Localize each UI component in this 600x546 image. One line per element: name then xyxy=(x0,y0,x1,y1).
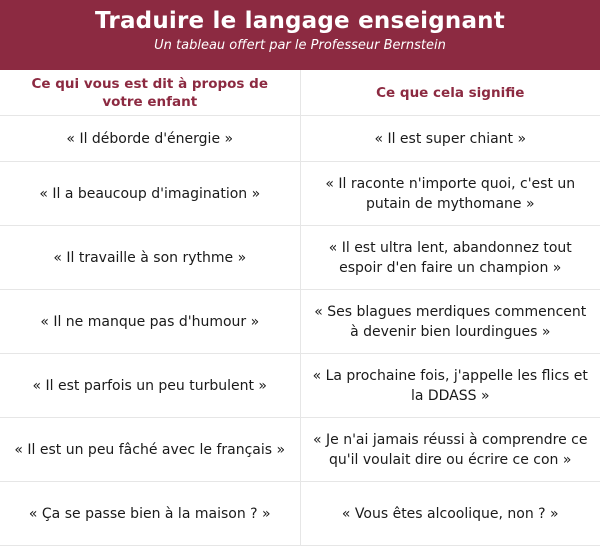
table-row xyxy=(0,354,600,418)
table-row xyxy=(0,116,600,162)
page-subtitle: Un tableau offert par le Professeur Bernstein xyxy=(154,38,446,53)
said-cell: « Il déborde d'énergie » xyxy=(0,116,300,162)
meaning-cell: « Vous êtes alcoolique, non ? » xyxy=(300,482,600,546)
translation-table xyxy=(0,70,600,546)
said-cell: « Il est parfois un peu turbulent » xyxy=(0,354,300,418)
said-cell: « Ça se passe bien à la maison ? » xyxy=(0,482,300,546)
column-header-meaning: Ce que cela signifie xyxy=(300,70,600,116)
table-row xyxy=(0,162,600,226)
table-row xyxy=(0,290,600,354)
meaning-cell: « Il raconte n'importe quoi, c'est un putain de mythomane » xyxy=(300,162,600,226)
table-row xyxy=(0,226,600,290)
page-title: Traduire le langage enseignant xyxy=(95,8,505,34)
meaning-cell: « Il est ultra lent, abandonnez tout espoir d'en faire un champion » xyxy=(300,226,600,290)
column-header-said: Ce qui vous est dit à propos de votre enfant xyxy=(0,70,300,116)
table-header-row xyxy=(0,70,600,116)
meaning-cell: « Je n'ai jamais réussi à comprendre ce qu'il voulait dire ou écrire ce con » xyxy=(300,418,600,482)
table-row xyxy=(0,482,600,546)
said-cell: « Il a beaucoup d'imagination » xyxy=(0,162,300,226)
meaning-cell: « La prochaine fois, j'appelle les flics et la DDASS » xyxy=(300,354,600,418)
said-cell: « Il travaille à son rythme » xyxy=(0,226,300,290)
table-row xyxy=(0,418,600,482)
said-cell: « Il est un peu fâché avec le français » xyxy=(0,418,300,482)
said-cell: « Il ne manque pas d'humour » xyxy=(0,290,300,354)
meaning-cell: « Ses blagues merdiques commencent à devenir bien lourdingues » xyxy=(300,290,600,354)
meaning-cell: « Il est super chiant » xyxy=(300,116,600,162)
header-banner xyxy=(0,0,600,70)
